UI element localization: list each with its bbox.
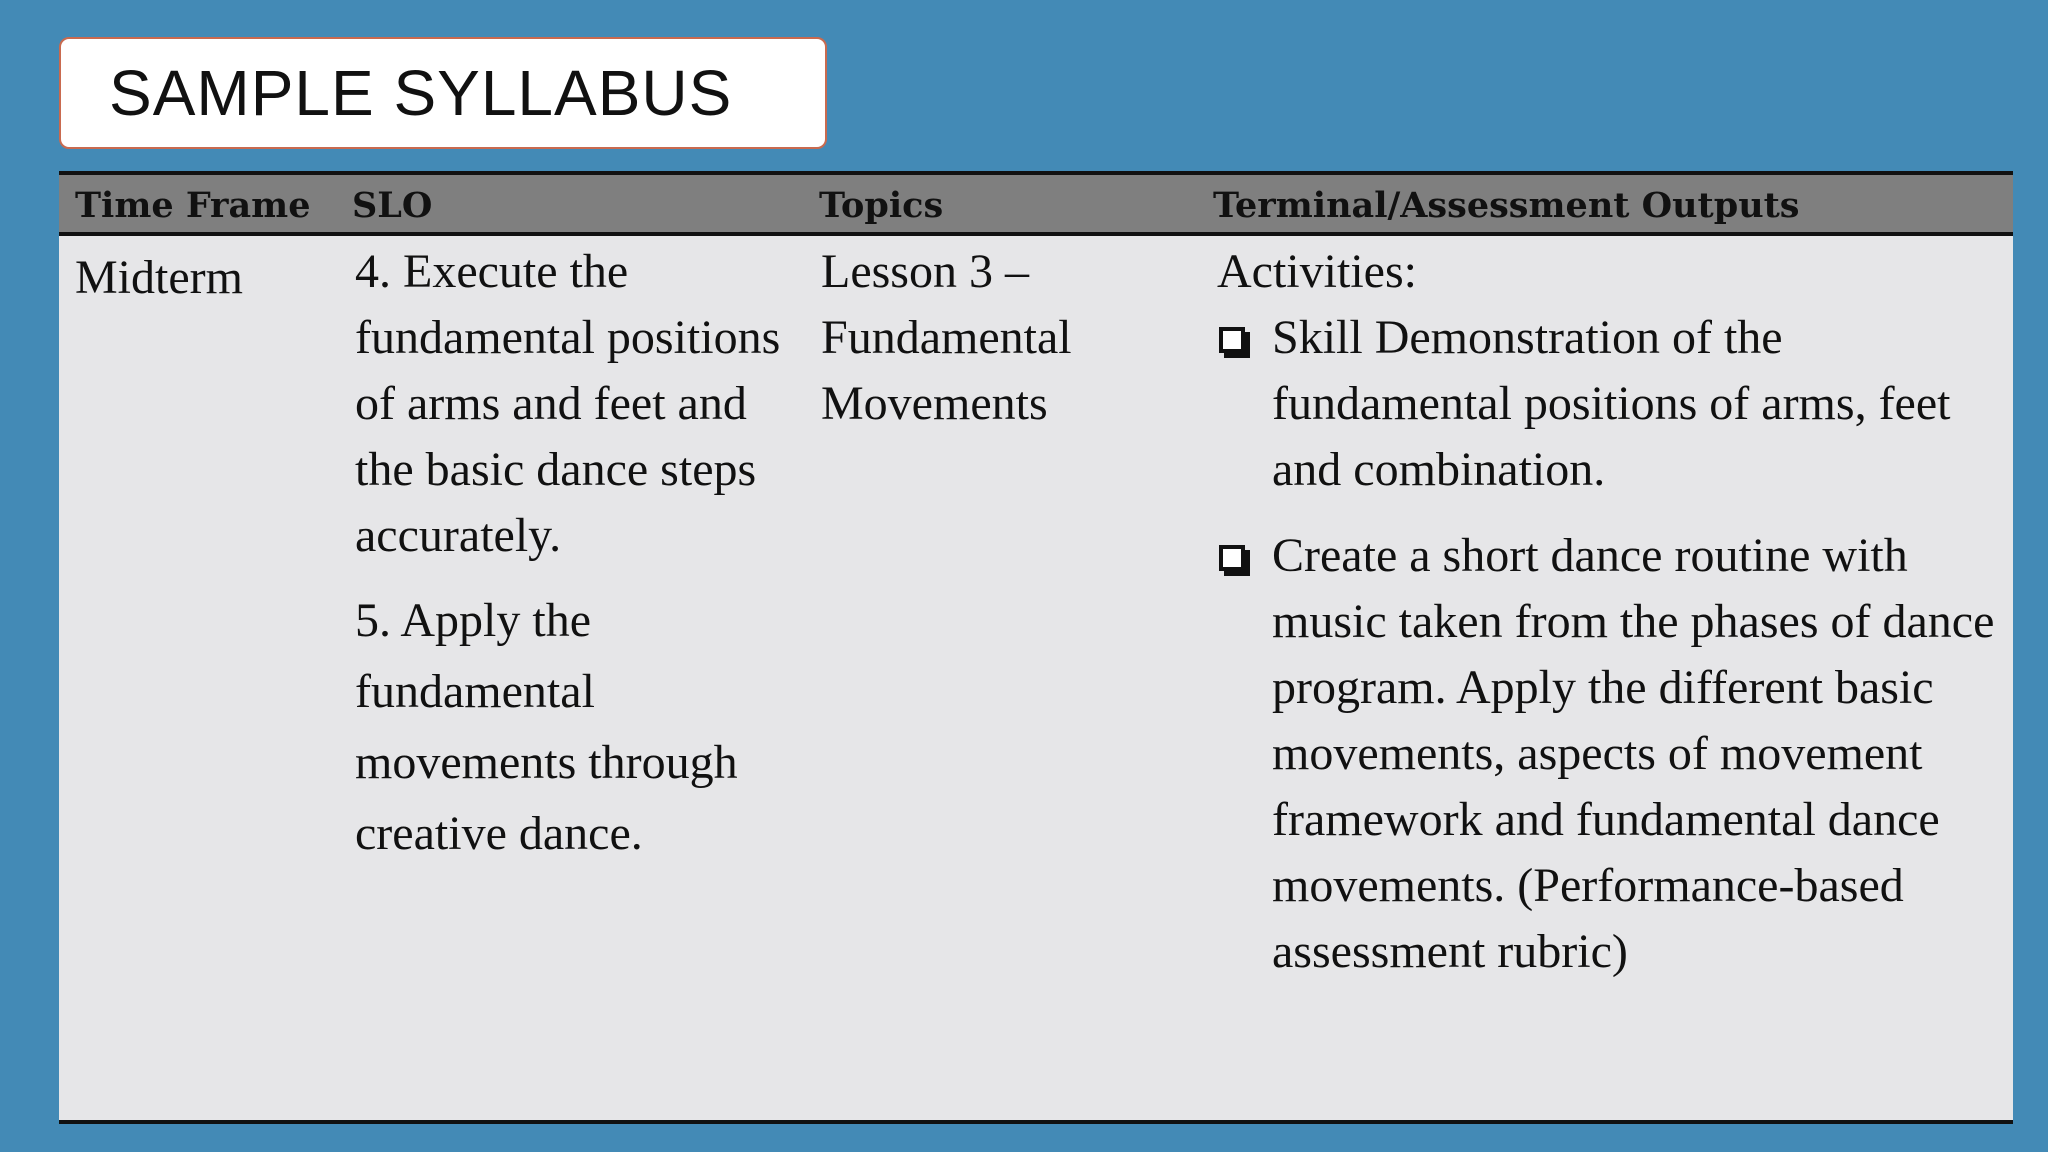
header-time-frame: Time Frame [75,185,311,226]
activity-item [1217,523,2007,985]
checkbox-square-icon [1219,327,1245,353]
slo-item-5: 5. Apply the fundamental movements through creative dance. [355,594,738,860]
cell-outputs [1217,239,2007,1005]
slide-title-box [59,37,827,149]
activity-text: Skill Demonstration of the fundamental positions of arms, feet and combination. [1272,311,1951,496]
cell-topic [821,239,1201,437]
activity-item [1217,305,2007,503]
cell-time-frame [75,245,335,311]
cell-slo [355,239,795,869]
header-topics: Topics [819,185,944,226]
topic-value: Lesson 3 – Fundamental Movements [821,245,1072,430]
table-header-row [59,175,2013,236]
header-outputs: Terminal/Assessment Outputs [1213,185,1800,226]
activity-text: Create a short dance routine with music taken from the phases of dance program. Apply the different basic movements, aspects of movement framework and fundamental dance movements. (Performance-based assessment rubric) [1272,529,1995,978]
header-slo: SLO [352,185,433,226]
slide-title: SAMPLE SYLLABUS [109,57,733,129]
slo-item-4: 4. Execute the fundamental positions of arms and feet and the basic dance steps accurately. [355,245,781,562]
syllabus-table [59,171,2013,1124]
time-frame-value: Midterm [75,251,243,304]
checkbox-square-icon [1219,545,1245,571]
activities-label: Activities: [1217,245,1417,298]
